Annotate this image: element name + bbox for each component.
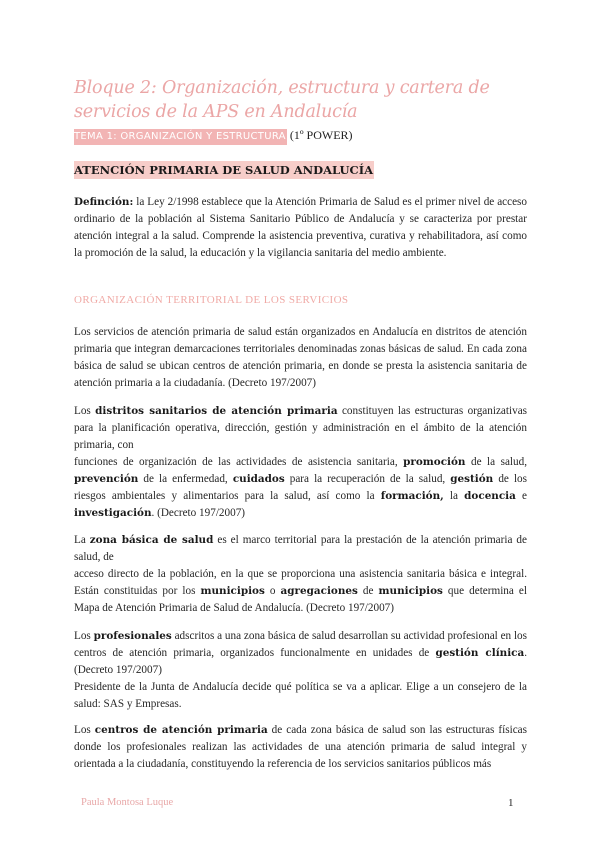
section-heading-organizacion: ORGANIZACIÓN TERRITORIAL DE LOS SERVICIOS	[74, 294, 349, 306]
tema-suffix: (1º POWER)	[289, 128, 353, 142]
footer-author: Paula Montosa Luque	[81, 797, 174, 808]
page-number: 1	[508, 797, 514, 809]
paragraph-profesionales: Los profesionales adscritos a una zona básica de salud desarrollan su actividad profesional en los centros de atención primaria, organizados funcionalmente en unidades de gestión clínica. (Decreto 197/2007) Presidente de la Junta de Andalucía decide qué política se va a aplicar. Elige a un consejero de la salud: SAS y Empresas.	[74, 630, 527, 710]
paragraph-zona-basica: La zona básica de salud es el marco territorial para la prestación de la atención primaria de salud, de acceso directo de la población, en la que se proporciona una asistencia sanitaria básica e integral. Están constituidas por los municipios o agregaciones de municipios que determina el Mapa de Atención Primaria de Salud de Andalucía. (Decreto 197/2007)	[74, 534, 528, 614]
definition-paragraph	[74, 194, 527, 262]
paragraph-distritos: Los distritos sanitarios de atención primaria constituyen las estructuras organizativas para la planificación operativa, dirección, gestión y administración en el ámbito de la atención primaria, con funciones de organización de las actividades de asistencia sanitaria, promoción de la salud, prevención de la enfermedad, cuidados para la recuperación de la salud, gestión de los riesgos ambientales y alimentarios para la salud, así como la formación, la docencia e investigación. (Decreto 197/2007)	[74, 405, 528, 519]
tema-label: TEMA 1: ORGANIZACIÓN Y ESTRUCTURA	[74, 129, 287, 145]
section-heading-aps-andalucia: ATENCIÓN PRIMARIA DE SALUD ANDALUCÍA	[74, 163, 373, 177]
paragraph-centros: Los centros de atención primaria de cada zona básica de salud son las estructuras físicas donde los profesionales realizan las actividades de una atención primaria de salud integral y orientada a la ciudadanía, constituyendo la referencia de los servicios sanitarios públicos más	[74, 724, 527, 770]
definition-text: la Ley 2/1998 establece que la Atención Primaria de Salud es el primer nivel de acceso ordinario de la población al Sistema Sanitario Público de Andalucía y se caracteriza por prestar atención integral a la salud. Comprende la asistencia preventiva, curativa y rehabilitadora, así como la promoción de la salud, la educación y la vigilancia sanitaria del medio ambiente.	[74, 196, 527, 259]
document-title: Bloque 2: Organización, estructura y cartera de servicios de la APS en Andalucía	[74, 78, 490, 122]
tema-line	[74, 128, 353, 145]
paragraph-servicios: Los servicios de atención primaria de salud están organizados en Andalucía en distritos de atención primaria que integran demarcaciones territoriales denominadas zonas básicas de salud. En cada zona básica de salud se ubican centros de atención primaria, en donde se presta la asistencia sanitaria de atención primaria a la ciudadanía. (Decreto 197/2007)	[74, 326, 527, 389]
definition-label: Definción:	[74, 196, 134, 208]
